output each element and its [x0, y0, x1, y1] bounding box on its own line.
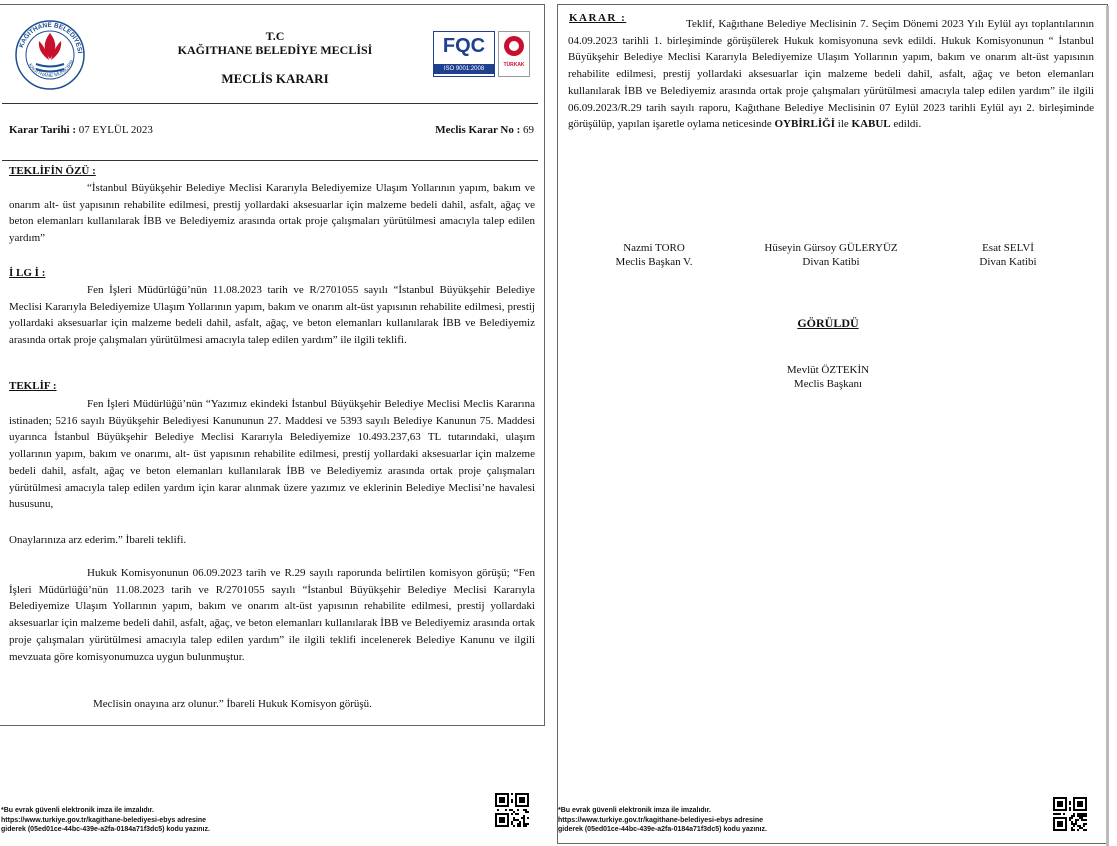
- teklif-closing: Onaylarınıza arz ederim.” İbareli teklifi.: [9, 534, 187, 546]
- hukuk-text: Hukuk Komisyonunun 06.09.2023 tarih ve R.29 sayılı raporunda belirtilen komisyon görüşü; “Fen İşleri Müdürlüğü’nün 11.08.2023 tarih ve R/2701055 sayılı “İstanbul Büyükşehir Belediye Meclisi Kararıyla Belediyemize Ulaşım Yollarının yapım, bakım ve onarım alt-üst yapısının rehabilite edilmesi, prestij yollardaki aksesuarlar için malzeme bedeli dahil, asfalt, ağaç, ve beton elemanları kullanılarak İBB ve Belediyemiz arasında ortak proje çalışmaları yürütülmesi amacıyla talep edilen yardım” ile ilgili teklifi incelenerek Belediye Kanunu ve ilgili mevzuata göre komisyonumuzca uygun bulunmuştur.: [9, 567, 535, 663]
- header-tc: T.C: [265, 29, 285, 43]
- goruldu-heading: GÖRÜLDÜ: [797, 316, 859, 330]
- footer-esign-right: *Bu evrak güvenli elektronik imza ile imzalıdır. https://www.turkiye.gov.tr/kagithane-belediyesi-ebys adresine giderek (05ed01ce-44bc-439e-a2fa-0184a71f3dc5) kodu yazınız.: [558, 807, 767, 833]
- svg-text:KAGITHANE MUNICIPALITY: KAGITHANE MUNICIPAL: [26, 57, 76, 80]
- decision-page-right: [557, 4, 1108, 844]
- turkak-icon: [503, 35, 525, 57]
- qr-code-icon: [495, 793, 529, 827]
- hukuk-closing: Meclisin onayına arz olunur.” İbareli Hukuk Komisyon görüşü.: [93, 698, 372, 710]
- turkak-cert-badge: TÜRKAK: [498, 31, 530, 77]
- svg-text:KAĞITHANE BELEDİYESİ: KAĞITHANE BELEDİYESİ: [18, 21, 83, 54]
- header-decision-title: MECLİS KARARI: [221, 71, 329, 86]
- ilgi-text: Fen İşleri Müdürlüğü’nün 11.08.2023 tarih ve R/2701055 sayılı “İstanbul Büyükşehir Belediye Meclisi Kararıyla Belediyemize Ulaşım Yollarının yapım, bakım ve onarım alt-üst yapısının rehabilite edilmesi, prestij yollardaki aksesuarlar için malzeme bedeli dahil, asfalt, ağaç, ve beton elemanları kullanılarak İBB ve Belediyemiz arasında ortak proje çalışmaları yürütülmesi amacıyla talep edilen yardım” ile ilgili teklifi.: [9, 284, 535, 347]
- ozu-text: “İstanbul Büyükşehir Belediye Meclisi Kararıyla Belediyemize Ulaşım Yollarının yapım, bakım ve onarım alt- üst yapısının rehabilite edilmesi, prestij yollardaki aksesuarlar için malzeme bedeli dahil, asfalt, ağaç ve beton elemanları kullanılarak İBB ve Belediyemiz arasında ortak proje çalışmaları yürütülmesi amacıyla talep edilen yardım”: [9, 182, 535, 245]
- decision-page-left: [0, 4, 545, 726]
- meta-divider: [2, 160, 538, 161]
- page-shadow: [1106, 6, 1109, 846]
- teklif-heading: TEKLİF :: [9, 380, 57, 392]
- ozu-heading: TEKLİFİN ÖZÜ :: [9, 165, 96, 177]
- municipality-logo: [14, 19, 86, 91]
- accepted-label: KABUL: [851, 118, 891, 131]
- ilgi-heading: İ LG İ :: [9, 267, 46, 279]
- karar-text: Teklif, Kağıthane Belediye Meclisinin 7. Seçim Dönemi 2023 Yılı Eylül ayı toplantılarının 04.09.2023 tarihli 1. birleşiminde görüşülerek Hukuk komisyonuna sevk edildi. Hukuk Komisyonunun “ İstanbul Büyükşehir Belediye Meclisi Kararıyla Belediyemize Ulaşım Yollarının yapım, bakım ve onarım alt-üst yapısının rehabilite edilmesi, prestij yollardaki aksesuarlar için malzeme bedeli dahil, asfalt, ağaç ve beton elemanları kullanılarak İBB ve Belediyemiz arasında ortak proje çalışmaları yürütülmesi amacıyla talep edilen yardım” ile ilgili 06.09.2023/R.29 tarih sayılı raporu, Kağıthane Belediye Meclisinin 07 Eylül 2023 tarihli Eylül ayı 2. birleşiminde görüşülüp, yapılan işaretle oylama neticesinde OYBİRLİĞİ ile KABUL edildi.: [568, 18, 1094, 131]
- decision-number: Meclis Karar No : 69: [435, 124, 534, 136]
- signature-block-1: Nazmi TORO Meclis Başkan V.: [615, 242, 693, 268]
- signature-block-2: Hüseyin Gürsoy GÜLERYÜZ Divan Katibi: [764, 242, 898, 268]
- fqc-cert-badge: FQC ISO 9001:2008: [433, 31, 495, 77]
- signature-block-3: Esat SELVİ Divan Katibi: [979, 242, 1037, 268]
- qr-code-icon: [1053, 797, 1087, 831]
- footer-esign-left: *Bu evrak güvenli elektronik imza ile imzalıdır. https://www.turkiye.gov.tr/kagithane-belediyesi-ebys adresine giderek (05ed01ce-44bc-439e-a2fa-0184a71f3dc5) kodu yazınız.: [1, 807, 210, 833]
- teklif-text: Fen İşleri Müdürlüğü’nün “Yazımız ekindeki İstanbul Büyükşehir Belediye Meclisi Meclis Kararına istinaden; 5216 sayılı Büyükşehir Belediyesi Kanununun 27. Maddesi ve 5393 sayılı Belediye Kanunun 75. Maddesi uyarınca İstanbul Büyükşehir Belediye Meclisi Kararıyla Belediyemize 10.493.237,63 TL tutarındaki, ulaşım yollarının yapım, bakım ve onarımı, alt- üst yapısının rehabilite edilmesi, prestij yollardaki aksesuarlar için malzeme bedeli dahil, asfalt, ağaç ve beton elemanları kullanılarak İBB ve Belediyemiz arasında ortak proje çalışmaları yürütülmesi amacıyla talep edilen yardım için karar alınmak üzere yazımız ve eklerinin Belediye Meclisi’ne havalesi hususunu,: [9, 398, 535, 511]
- decision-date: Karar Tarihi : 07 EYLÜL 2023: [9, 124, 153, 136]
- president-signature: Mevlüt ÖZTEKİN Meclis Başkanı: [786, 364, 870, 390]
- unanimous-label: OYBİRLİĞİ: [774, 118, 836, 131]
- karar-heading: KARAR :: [569, 12, 627, 24]
- header-council: KAĞITHANE BELEDİYE MECLİSİ: [177, 43, 373, 57]
- header-divider: [2, 103, 538, 104]
